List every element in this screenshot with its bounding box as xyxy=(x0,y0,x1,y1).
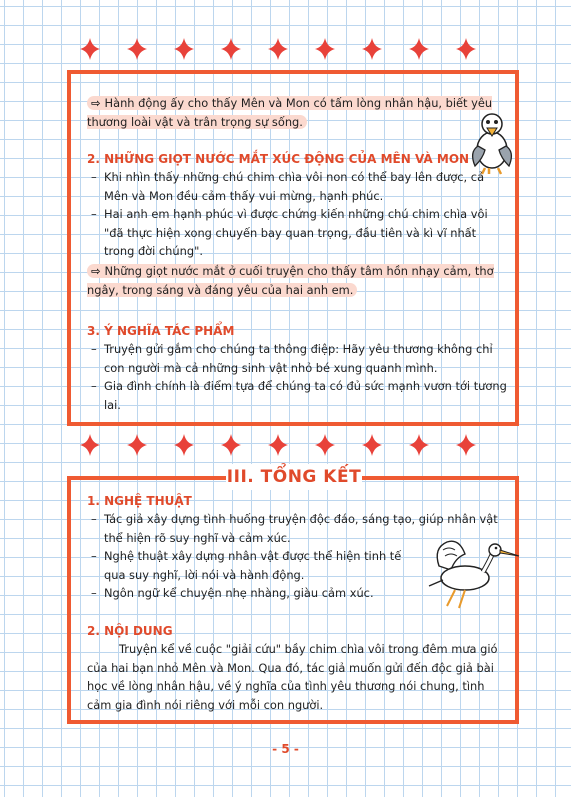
top-star-row xyxy=(0,38,571,62)
star-icon xyxy=(80,38,100,60)
star-icon xyxy=(362,434,382,456)
heading-art: 1. NGHỆ THUẬT xyxy=(87,494,192,508)
bullets-meaning xyxy=(87,340,507,414)
star-icon xyxy=(127,38,147,60)
conclusion-2-text: Những giọt nước mắt ở cuối truyện cho thấy tâm hồn nhạy cảm, thơ ngây, trong sáng và đáng yêu của hai anh em. xyxy=(87,264,494,297)
star-icon xyxy=(127,434,147,456)
heading-tears: 2. NHỮNG GIỌT NƯỚC MẮT XÚC ĐỘNG CỦA MÊN VÀ MON xyxy=(87,152,470,166)
content-box-1 xyxy=(67,70,519,426)
bullet-art-1: – Tác giả xây dựng tình huống truyện độc đáo, sáng tạo, giúp nhân vật thể hiện rõ suy nghĩ và cảm xúc. xyxy=(87,510,507,547)
star-icon xyxy=(221,38,241,60)
content-box-2 xyxy=(67,476,519,724)
star-icon xyxy=(362,38,382,60)
star-icon xyxy=(80,434,100,456)
bullets-tears xyxy=(87,168,507,261)
star-icon xyxy=(268,434,288,456)
content-paragraph: Truyện kể về cuộc "giải cứu" bầy chim chìa vôi trong đêm mưa gió của hai bạn nhỏ Mên và Mon. Qua đó, tác giả muốn gửi đến độc giả bài học về lòng nhân hậu, về ý nghĩa của tình yêu thương nói chung, tình cảm gia đình nói riêng với mỗi con người. xyxy=(87,642,498,712)
star-icon xyxy=(456,38,476,60)
bullet-art-3: – Ngôn ngữ kể chuyện nhẹ nhàng, giàu cảm xúc. xyxy=(87,584,507,603)
stork-icon xyxy=(425,536,521,612)
heading-content: 2. NỘI DUNG xyxy=(87,624,173,638)
conclusion-2 xyxy=(87,262,507,299)
star-icon xyxy=(268,38,288,60)
star-icon xyxy=(221,434,241,456)
bullet-tears-1: – Khi nhìn thấy những chú chim chìa vôi non có thể bay lên được, cả Mên và Mon đều cảm thấy vui mừng, hạnh phúc. xyxy=(87,168,507,205)
conclusion-1 xyxy=(87,94,507,131)
bullet-tears-2: – Hai anh em hạnh phúc vì được chứng kiến những chú chim chìa vôi "đã thực hiện xong chuyến bay quan trọng, đầu tiên và kì vĩ nhất trong đời chúng". xyxy=(87,205,507,261)
star-icon xyxy=(315,434,335,456)
arrow-right-icon: ⇨ xyxy=(91,264,101,278)
page-number: - 5 - xyxy=(272,742,299,756)
conclusion-1-text: Hành động ấy cho thấy Mên và Mon có tấm lòng nhân hậu, biết yêu thương loài vật và trân trọng sự sống. xyxy=(87,96,493,129)
arrow-right-icon: ⇨ xyxy=(91,96,101,110)
section-title-bar xyxy=(226,464,362,490)
bullet-art-2: – Nghệ thuật xây dựng nhân vật được thể hiện tinh tế qua suy nghĩ, lời nói và hành động. xyxy=(87,547,404,584)
heading-meaning: 3. Ý NGHĨA TÁC PHẨM xyxy=(87,324,235,338)
middle-star-row xyxy=(0,434,571,458)
section-title: III. TỔNG KẾT xyxy=(226,467,362,487)
star-icon xyxy=(315,38,335,60)
star-icon xyxy=(174,434,194,456)
star-icon xyxy=(456,434,476,456)
bullet-meaning-2: – Gia đình chính là điểm tựa để chúng ta có đủ sức mạnh vươn tới tương lai. xyxy=(87,377,507,414)
star-icon xyxy=(409,38,429,60)
bullet-meaning-1: – Truyện gửi gắm cho chúng ta thông điệp: Hãy yêu thương không chỉ con người mà cả những sinh vật nhỏ bé xung quanh mình. xyxy=(87,340,507,377)
star-icon xyxy=(409,434,429,456)
star-icon xyxy=(174,38,194,60)
